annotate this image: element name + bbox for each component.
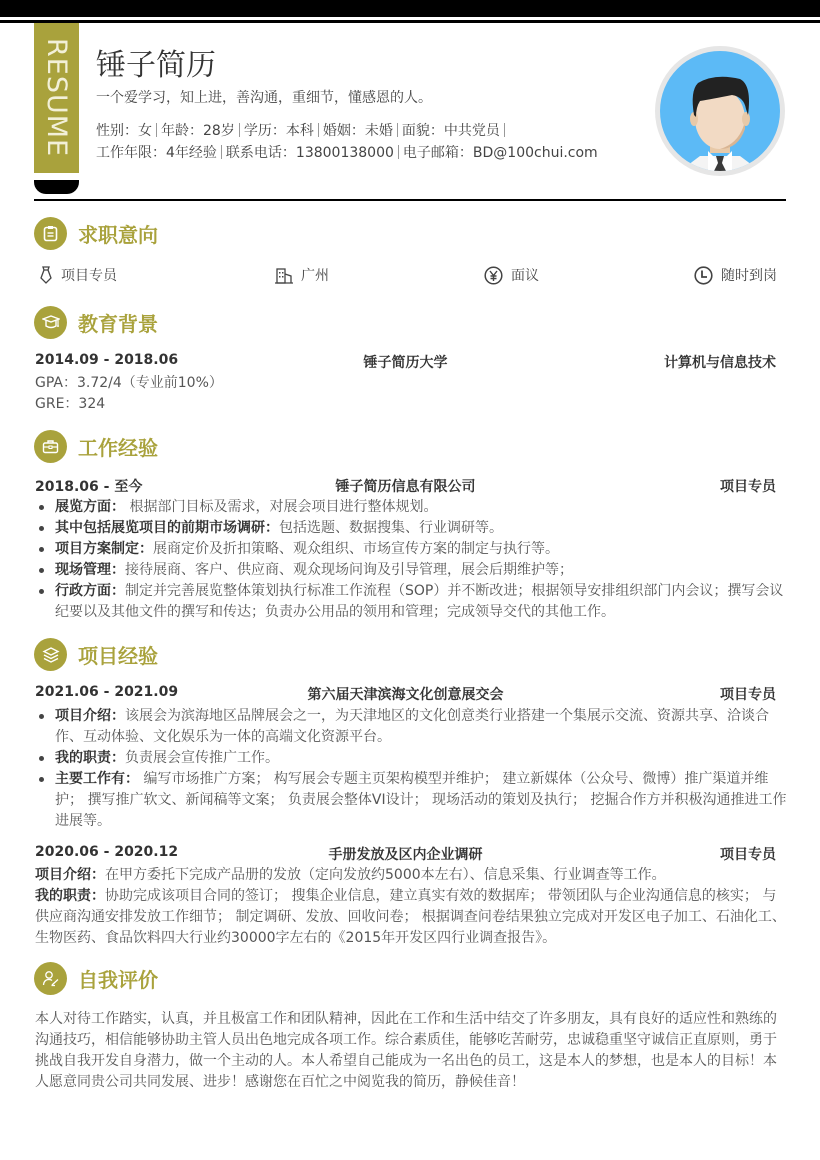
motto: 一个爱学习，知上进，善沟通，重细节，懂感恩的人。 bbox=[96, 90, 432, 106]
education-details bbox=[35, 373, 787, 415]
resume-tab bbox=[34, 23, 79, 173]
info-gender: 性别：女 bbox=[96, 123, 152, 139]
intent-position-label: 项目专员 bbox=[61, 268, 117, 284]
layers-icon bbox=[34, 638, 67, 671]
project-name: 第六届天津滨海文化创意展交会 bbox=[307, 687, 504, 703]
project-intro: 项目介绍：在甲方委托下完成产品册的发放（定向发放约5000本左右）、信息采集、行业调查等工作。 bbox=[35, 867, 666, 883]
project-role: 项目专员 bbox=[720, 687, 776, 703]
project-period: 2020.06 - 2020.12 bbox=[35, 844, 179, 860]
work-position: 项目专员 bbox=[720, 479, 776, 495]
project-bullet: 项目介绍：该展会为滨海地区品牌展会之一，为天津地区的文化创意类行业搭建一个集展示交流、资源共享、洽谈合作、互动体验、文化娱乐为一体的高端文化资源平台。 bbox=[35, 706, 787, 748]
section-title-intent: 求职意向 bbox=[78, 223, 158, 247]
section-title-projects: 项目经验 bbox=[78, 644, 158, 668]
intent-position bbox=[39, 265, 117, 285]
project-row-1 bbox=[35, 684, 776, 704]
work-bullet: 现场管理：接待展商、客户、供应商、观众现场问询及引导管理，展会后期维护等； bbox=[35, 560, 787, 581]
clock-icon bbox=[694, 266, 713, 285]
avatar bbox=[655, 46, 785, 176]
work-bullets bbox=[35, 497, 787, 623]
work-bullet: 行政方面：制定并完善展览整体策划执行标准工作流程（SOP）并不断改进；根据领导安排组织部门内会议；撰写会议纪要以及其他文件的撰写和传达；负责办公用品的领用和管理；完成领导交代的其他工作。 bbox=[35, 581, 787, 623]
avatar-illustration bbox=[660, 51, 780, 171]
work-bullet: 其中包括展览项目的前期市场调研：包括选题、数据搜集、行业调研等。 bbox=[35, 518, 787, 539]
self-eval-text: 本人对待工作踏实，认真，并且极富工作和团队精神，因此在工作和生活中结交了许多朋友，具有良好的适应性和熟练的沟通技巧，相信能够协助主管人员出色地完成各项工作。综合素质佳，能够吃苦耐劳，忠诚稳重坚守诚信正直原则，勇于挑战自我开发自身潜力，做一个主动的人。本人希望自己能成为一名出色的员工，这是本人的梦想，也是本人的目标！本人愿意同贵公司共同发展、进步！感谢您在百忙之中阅览我的简历，静候佳音！ bbox=[35, 1011, 777, 1090]
info-age: 年龄：28岁 bbox=[161, 123, 235, 139]
section-title-self-eval: 自我评价 bbox=[78, 968, 158, 992]
intent-salary bbox=[484, 265, 539, 285]
candidate-name: 锤子简历 bbox=[96, 48, 216, 83]
info-marital: 婚姻：未婚 bbox=[322, 123, 393, 139]
info-email[interactable]: 电子邮箱：BD@100chui.com bbox=[402, 145, 598, 161]
education-gpa: GPA：3.72/4（专业前10%） bbox=[35, 375, 223, 391]
intent-city-label: 广州 bbox=[301, 268, 329, 284]
work-bullet: 项目方案制定：展商定价及折扣策略、观众组织、市场宣传方案的制定与执行等。 bbox=[35, 539, 787, 560]
education-gre: GRE：324 bbox=[35, 396, 106, 412]
education-row bbox=[35, 352, 776, 372]
info-experience: 工作年限：4年经验 bbox=[96, 145, 217, 161]
work-company: 锤子简历信息有限公司 bbox=[335, 479, 476, 495]
education-period: 2014.09 - 2018.06 bbox=[35, 352, 179, 368]
education-school: 锤子简历大学 bbox=[363, 355, 448, 371]
project-role: 项目专员 bbox=[720, 847, 776, 863]
clipboard-icon bbox=[34, 217, 67, 250]
section-header-work bbox=[34, 430, 158, 463]
project-duties: 我的职责：协助完成该项目合同的签订； 搜集企业信息，建立真实有效的数据库； 带领团队与企业沟通信息的核实； 与供应商沟通安排发放工作细节； 制定调研、发放、回收问卷； 根据调查问卷结果独立完成对开发区电子加工、石油化工、生物医药、食品饮料四大行业约30000字左右的《2015年开发区四行业调查报告》。 bbox=[35, 888, 786, 946]
info-line-1 bbox=[96, 120, 509, 140]
info-line-2 bbox=[96, 142, 598, 162]
section-header-education bbox=[34, 306, 158, 339]
top-bar bbox=[0, 0, 820, 17]
intent-availability bbox=[694, 265, 777, 285]
work-row bbox=[35, 476, 776, 496]
project-bullet: 我的职责：负责展会宣传推广工作。 bbox=[35, 748, 787, 769]
work-period: 2018.06 - 至今 bbox=[35, 479, 143, 495]
project-row-2 bbox=[35, 844, 776, 864]
yen-icon bbox=[484, 266, 503, 285]
info-phone: 联系电话：13800138000 bbox=[225, 145, 394, 161]
work-bullet: 展览方面： 根据部门目标及需求，对展会项目进行整体规划。 bbox=[35, 497, 787, 518]
project-bullet: 主要工作有： 编写市场推广方案； 构写展会专题主页架构模型并维护； 建立新媒体（公众号、微博）推广渠道并维护； 撰写推广软文、新闻稿等文案； 负责展会整体VI设计； 现场活动的策划及执行； 挖掘合作方并积极沟通推进工作进展等。 bbox=[35, 769, 787, 832]
section-header-projects bbox=[34, 638, 158, 671]
intent-availability-label: 随时到岗 bbox=[721, 268, 777, 284]
project-period: 2021.06 - 2021.09 bbox=[35, 684, 179, 700]
resume-tab-cap bbox=[34, 180, 79, 194]
user-edit-icon bbox=[34, 962, 67, 995]
tie-icon bbox=[39, 266, 53, 284]
section-header-intent bbox=[34, 217, 158, 250]
resume-tab-label: RESUME bbox=[41, 38, 72, 158]
project-2-details bbox=[35, 865, 787, 949]
graduation-cap-icon bbox=[34, 306, 67, 339]
project-1-bullets bbox=[35, 706, 787, 832]
header-divider bbox=[34, 199, 786, 201]
top-line bbox=[0, 20, 820, 23]
section-title-education: 教育背景 bbox=[78, 312, 158, 336]
info-political: 面貌：中共党员 bbox=[401, 123, 500, 139]
intent-city bbox=[275, 265, 329, 285]
section-header-self-eval bbox=[34, 962, 158, 995]
intent-row bbox=[34, 265, 786, 287]
section-title-work: 工作经验 bbox=[78, 436, 158, 460]
briefcase-icon bbox=[34, 430, 67, 463]
education-major: 计算机与信息技术 bbox=[664, 355, 776, 371]
building-icon bbox=[275, 267, 293, 284]
info-degree: 学历：本科 bbox=[243, 123, 314, 139]
intent-salary-label: 面议 bbox=[511, 268, 539, 284]
project-name: 手册发放及区内企业调研 bbox=[328, 847, 483, 863]
